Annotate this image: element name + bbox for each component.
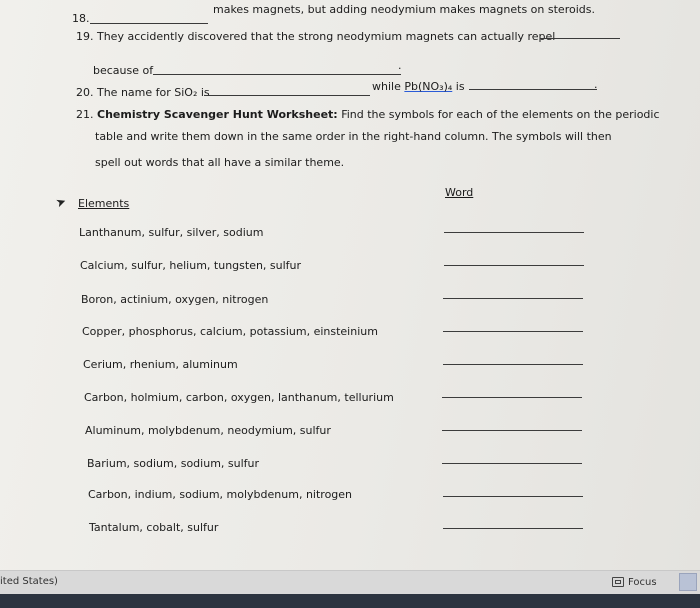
q20-blank-pbno3: [469, 89, 597, 90]
element-row-3: Boron, actinium, oxygen, nitrogen: [81, 293, 269, 306]
q19-text: 19. They accidently discovered that the strong neodymium magnets can actually repel: [76, 30, 556, 43]
word-header: Word: [445, 186, 474, 199]
q21-line3: spell out words that all have a similar theme.: [95, 156, 345, 169]
language-status[interactable]: ited States): [0, 576, 58, 587]
q21-line1: Find the symbols for each of the elements on the periodic: [341, 108, 660, 121]
q20-middle-is: is: [455, 80, 465, 93]
element-row-7: Aluminum, molybdenum, neodymium, sulfur: [85, 424, 331, 437]
element-row-6: Carbon, holmium, carbon, oxygen, lanthanum, tellurium: [84, 391, 394, 404]
element-row-10: Tantalum, cobalt, sulfur: [89, 521, 219, 534]
word-blank-10[interactable]: [443, 528, 583, 529]
q19-end: .: [398, 59, 402, 72]
q19-because: because of: [93, 64, 154, 77]
q21-heading: [76, 108, 660, 122]
element-row-8: Barium, sodium, sodium, sulfur: [87, 457, 260, 470]
status-bar: [0, 570, 700, 595]
q20-middle-while: while: [372, 80, 401, 93]
q21-title: Chemistry Scavenger Hunt Worksheet:: [97, 108, 338, 121]
element-row-9: Carbon, indium, sodium, molybdenum, nitrogen: [88, 488, 353, 501]
q18-blank: [90, 23, 208, 24]
element-row-4: Copper, phosphorus, calcium, potassium, einsteinium: [82, 325, 378, 338]
word-blank-9[interactable]: [443, 496, 583, 497]
q21-number: 21.: [76, 108, 94, 121]
q20-middle: [372, 80, 465, 94]
q18-text: makes magnets, but adding neodymium makes magnets on steroids.: [213, 3, 595, 16]
q20-prefix: 20. The name for SiO₂ is: [76, 86, 210, 99]
q19-blank-because: [153, 74, 401, 75]
word-blank-8[interactable]: [442, 463, 582, 464]
elements-header: Elements: [78, 197, 130, 210]
q18-number: 18.: [72, 12, 90, 25]
word-blank-4[interactable]: [443, 331, 583, 332]
element-row-1: Lanthanum, sulfur, silver, sodium: [79, 226, 264, 239]
word-blank-1[interactable]: [444, 232, 584, 233]
q20-blank-sio2: [204, 95, 370, 96]
view-mode-button[interactable]: [679, 573, 697, 591]
q20-formula: Pb(NO₃)₄: [404, 80, 453, 93]
focus-button[interactable]: [612, 574, 657, 590]
focus-mode-icon: [612, 577, 624, 587]
element-row-2: Calcium, sulfur, helium, tungsten, sulfur: [80, 259, 302, 272]
word-blank-2[interactable]: [444, 265, 584, 266]
focus-label: Focus: [628, 576, 657, 588]
q21-line2: table and write them down in the same order in the right-hand column. The symbols will then: [95, 130, 612, 143]
cursor-arrow-icon: ➤: [53, 193, 69, 211]
element-row-5: Cerium, rhenium, aluminum: [83, 358, 238, 371]
word-blank-5[interactable]: [443, 364, 583, 365]
word-blank-3[interactable]: [443, 298, 583, 299]
q20-end: .: [594, 78, 598, 91]
q19-blank-repel: [540, 38, 620, 39]
window-bottom-edge: [0, 594, 700, 608]
word-blank-7[interactable]: [442, 430, 582, 431]
word-blank-6[interactable]: [442, 397, 582, 398]
